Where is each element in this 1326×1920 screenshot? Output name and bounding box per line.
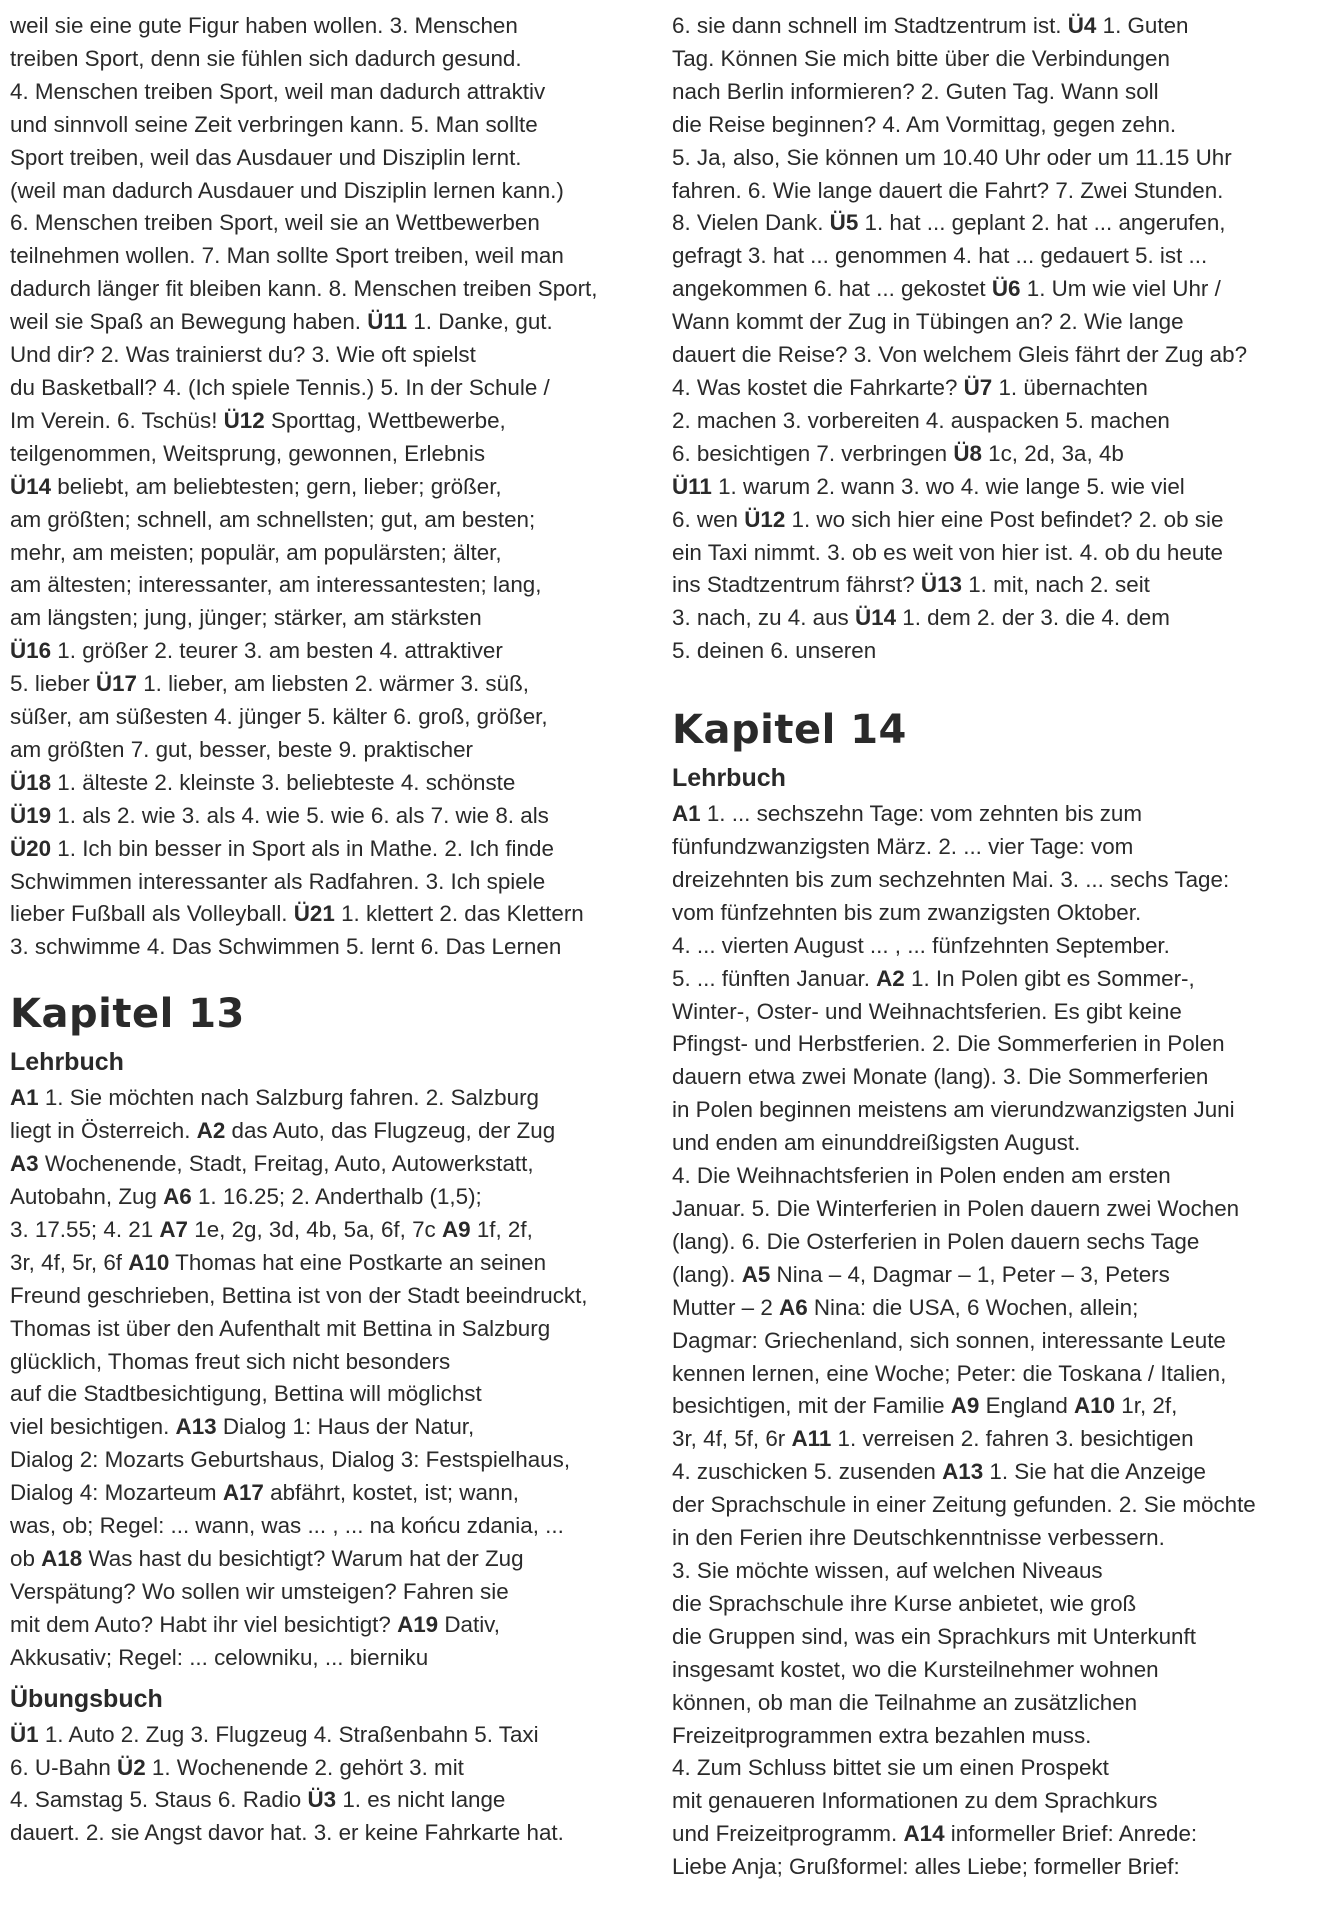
exercise-label: Ü3 [307, 1787, 337, 1813]
exercise-label: A9 [950, 1393, 980, 1419]
text-line: (lang). 6. Die Osterferien in Polen dauern sechs Tage [672, 1228, 1200, 1254]
exercise-label: A13 [175, 1414, 217, 1440]
exercise-label: A10 [128, 1249, 170, 1275]
text-line: auf die Stadtbesichtigung, Bettina will möglichst [10, 1381, 482, 1407]
text-line: weil sie Spaß an Bewegung haben. Ü11 1. Danke, gut. [10, 309, 553, 335]
text-line: mehr, am meisten; populär, am populärsten; älter, [10, 539, 502, 565]
text-line: Dagmar: Griechenland, sich sonnen, interessante Leute [672, 1327, 1226, 1353]
exercise-label: Ü14 [10, 473, 52, 499]
text-line: Dialog 4: Mozarteum A17 abfährt, kostet, ist; wann, [10, 1480, 520, 1506]
chapter-13-title: Kapitel 13 [10, 991, 245, 1038]
exercise-label: Ü7 [963, 374, 993, 400]
exercise-label: Ü11 [672, 473, 712, 499]
text-line: 5. ... fünften Januar. A2 1. In Polen gibt es Sommer-, [672, 965, 1195, 991]
chapter-13-uebungsbuch-heading: Übungsbuch [10, 1684, 163, 1713]
text-line: Freund geschrieben, Bettina ist von der Stadt beeindruckt, [10, 1282, 588, 1308]
text-line: vom fünfzehnten bis zum zwanzigsten Oktober. [672, 899, 1142, 925]
text-line: in Polen beginnen meistens am vierundzwanzigsten Juni [672, 1097, 1235, 1123]
text-line: (lang). A5 Nina – 4, Dagmar – 1, Peter – 3, Peters [672, 1261, 1170, 1287]
text-line: 2. machen 3. vorbereiten 4. auspacken 5. machen [672, 407, 1170, 433]
text-line: mit genaueren Informationen zu dem Sprachkurs [672, 1788, 1158, 1814]
text-line: ins Stadtzentrum fährst? Ü13 1. mit, nach 2. seit [672, 572, 1150, 598]
exercise-label: Ü19 [10, 802, 52, 828]
exercise-label: A13 [942, 1459, 984, 1485]
right-column [672, 10, 1318, 1884]
exercise-label: A1 [672, 801, 701, 827]
text-line: Und dir? 2. Was trainierst du? 3. Wie oft spielst [10, 342, 476, 368]
text-line: 6. besichtigen 7. verbringen Ü8 1c, 2d, 3a, 4b [672, 440, 1124, 466]
text-line: liegt in Österreich. A2 das Auto, das Flugzeug, der Zug [10, 1118, 556, 1144]
text-line: der Sprachschule in einer Zeitung gefunden. 2. Sie möchte [672, 1492, 1256, 1518]
left-top-text [10, 10, 642, 964]
text-line: Dialog 2: Mozarts Geburtshaus, Dialog 3: Festspielhaus, [10, 1447, 571, 1473]
text-line: Ü11 1. warum 2. wann 3. wo 4. wie lange 5. wie viel [672, 473, 1185, 499]
text-line: 8. Vielen Dank. Ü5 1. hat ... geplant 2. hat ... angerufen, [672, 210, 1226, 236]
text-line: kennen lernen, eine Woche; Peter: die Toskana / Italien, [672, 1360, 1227, 1386]
text-line: 4. zuschicken 5. zusenden A13 1. Sie hat die Anzeige [672, 1459, 1207, 1485]
exercise-label: A19 [397, 1611, 439, 1637]
text-line: dauern etwa zwei Monate (lang). 3. Die Sommerferien [672, 1064, 1209, 1090]
exercise-label: A17 [222, 1480, 264, 1506]
text-line: ob A18 Was hast du besichtigt? Warum hat der Zug [10, 1545, 524, 1571]
text-line: 3. nach, zu 4. aus Ü14 1. dem 2. der 3. die 4. dem [672, 605, 1170, 631]
exercise-label: Ü18 [10, 769, 52, 795]
text-line: ein Taxi nimmt. 3. ob es weit von hier ist. 4. ob du heute [672, 539, 1223, 565]
text-line: (weil man dadurch Ausdauer und Disziplin lernen kann.) [10, 177, 564, 203]
text-line: Ü20 1. Ich bin besser in Sport als in Mathe. 2. Ich finde [10, 835, 554, 861]
text-line: 4. Samstag 5. Staus 6. Radio Ü3 1. es nicht lange [10, 1787, 506, 1813]
text-line: lieber Fußball als Volleyball. Ü21 1. klettert 2. das Klettern [10, 901, 584, 927]
exercise-label: Ü17 [95, 671, 137, 697]
text-line: was, ob; Regel: ... wann, was ... , ... na końcu zdania, ... [10, 1513, 564, 1539]
text-line: Winter-, Oster- und Weihnachtsferien. Es gibt keine [672, 998, 1182, 1024]
exercise-label: A5 [741, 1261, 771, 1287]
text-line: am längsten; jung, jünger; stärker, am stärksten [10, 605, 482, 631]
text-line: 4. Zum Schluss bittet sie um einen Prospekt [672, 1755, 1109, 1781]
text-line: die Gruppen sind, was ein Sprachkurs mit Unterkunft [672, 1623, 1196, 1649]
text-line: und Freizeitprogramm. A14 informeller Brief: Anrede: [672, 1821, 1198, 1847]
chapter-13-lehrbuch-text [10, 1082, 642, 1674]
exercise-label: Ü12 [744, 506, 786, 532]
exercise-label: Ü16 [10, 638, 52, 664]
text-line: und enden am einunddreißigsten August. [672, 1130, 1081, 1156]
right-top-text [672, 10, 1318, 668]
text-line: treiben Sport, denn sie fühlen sich dadurch gesund. [10, 45, 522, 71]
text-line: Verspätung? Wo sollen wir umsteigen? Fahren sie [10, 1578, 509, 1604]
exercise-label: A3 [10, 1151, 39, 1177]
text-line: Freizeitprogrammen extra bezahlen muss. [672, 1722, 1092, 1748]
text-line: die Reise beginnen? 4. Am Vormittag, gegen zehn. [672, 111, 1177, 137]
text-line: Schwimmen interessanter als Radfahren. 3. Ich spiele [10, 868, 546, 894]
exercise-label: Ü13 [920, 572, 962, 598]
exercise-label: Ü2 [117, 1754, 146, 1780]
text-line: 6. wen Ü12 1. wo sich hier eine Post befindet? 2. ob sie [672, 506, 1224, 532]
text-line: Pfingst- und Herbstferien. 2. Die Sommerferien in Polen [672, 1031, 1225, 1057]
text-line: 6. sie dann schnell im Stadtzentrum ist. Ü4 1. Guten [672, 13, 1189, 38]
exercise-label: A1 [10, 1085, 39, 1111]
text-line: 3r, 4f, 5f, 6r A11 1. verreisen 2. fahren 3. besichtigen [672, 1426, 1194, 1452]
text-line: dadurch länger fit bleiben kann. 8. Menschen treiben Sport, [10, 276, 598, 302]
exercise-label: Ü14 [854, 605, 897, 631]
exercise-label: A2 [196, 1118, 226, 1144]
text-line: 4. Die Weihnachtsferien in Polen enden am ersten [672, 1163, 1171, 1189]
chapter-13-lehrbuch-heading: Lehrbuch [10, 1048, 124, 1077]
text-line: teilnehmen wollen. 7. Man sollte Sport treiben, weil man [10, 243, 564, 269]
text-line: Wann kommt der Zug in Tübingen an? 2. Wie lange [672, 309, 1184, 335]
text-line: die Sprachschule ihre Kurse anbietet, wie groß [672, 1590, 1137, 1616]
left-column [10, 10, 642, 1850]
text-line: und sinnvoll seine Zeit verbringen kann. 5. Man sollte [10, 111, 538, 137]
text-line: Tag. Können Sie mich bitte über die Verbindungen [672, 45, 1170, 71]
exercise-label: Ü8 [953, 440, 982, 466]
exercise-label: Ü12 [223, 407, 265, 433]
text-line: A3 Wochenende, Stadt, Freitag, Auto, Autowerkstatt, [10, 1151, 534, 1177]
text-line: 3. schwimme 4. Das Schwimmen 5. lernt 6. Das Lernen [10, 934, 562, 960]
text-line: Ü1 1. Auto 2. Zug 3. Flugzeug 4. Straßenbahn 5. Taxi [10, 1721, 539, 1747]
exercise-label: A10 [1074, 1393, 1116, 1419]
text-line: weil sie eine gute Figur haben wollen. 3. Menschen [10, 13, 518, 38]
text-line: Januar. 5. Die Winterferien in Polen dauern zwei Wochen [672, 1196, 1240, 1221]
text-line: Liebe Anja; Grußformel: alles Liebe; formeller Brief: [672, 1854, 1180, 1880]
exercise-label: A6 [779, 1294, 808, 1320]
exercise-label: Ü4 [1067, 13, 1097, 38]
text-line: du Basketball? 4. (Ich spiele Tennis.) 5. In der Schule / [10, 374, 550, 400]
text-line: fünfundzwanzigsten März. 2. ... vier Tage: vom [672, 834, 1134, 860]
text-line: 6. U-Bahn Ü2 1. Wochenende 2. gehört 3. mit [10, 1754, 464, 1780]
text-line: A1 1. Sie möchten nach Salzburg fahren. 2. Salzburg [10, 1085, 539, 1111]
text-line: dreizehnten bis zum sechzehnten Mai. 3. ... sechs Tage: [672, 866, 1230, 892]
text-line: Ü19 1. als 2. wie 3. als 4. wie 5. wie 6. als 7. wie 8. als [10, 802, 549, 828]
text-line: nach Berlin informieren? 2. Guten Tag. Wann soll [672, 78, 1159, 104]
exercise-label: Ü21 [293, 901, 335, 927]
exercise-label: A2 [876, 965, 905, 991]
text-line: A1 1. ... sechszehn Tage: vom zehnten bis zum [672, 801, 1143, 827]
text-line: 5. lieber Ü17 1. lieber, am liebsten 2. wärmer 3. süß, [10, 671, 529, 697]
exercise-label: Ü6 [991, 276, 1021, 302]
chapter-14-title: Kapitel 14 [672, 707, 907, 754]
text-line: 4. Was kostet die Fahrkarte? Ü7 1. übernachten [672, 374, 1148, 400]
text-line: in den Ferien ihre Deutschkenntnisse verbessern. [672, 1525, 1165, 1551]
exercise-label: A6 [163, 1184, 192, 1209]
exercise-label: A7 [159, 1216, 189, 1242]
text-line: können, ob man die Teilnahme an zusätzlichen [672, 1689, 1138, 1715]
exercise-label: Ü20 [10, 835, 52, 861]
text-line: Autobahn, Zug A6 1. 16.25; 2. Anderthalb (1,5); [10, 1184, 482, 1209]
text-line: dauert die Reise? 3. Von welchem Gleis fährt der Zug ab? [672, 342, 1248, 368]
exercise-label: Ü5 [829, 210, 859, 236]
text-line: Ü18 1. älteste 2. kleinste 3. beliebteste 4. schönste [10, 769, 516, 795]
text-line: glücklich, Thomas freut sich nicht besonders [10, 1348, 451, 1374]
text-line: 3. Sie möchte wissen, auf welchen Niveaus [672, 1557, 1103, 1583]
exercise-label: A11 [791, 1426, 832, 1452]
text-line: Sport treiben, weil das Ausdauer und Disziplin lernt. [10, 144, 522, 170]
text-line: 5. Ja, also, Sie können um 10.40 Uhr oder um 11.15 Uhr [672, 144, 1232, 170]
exercise-label: Ü11 [367, 309, 408, 335]
text-line: 3. 17.55; 4. 21 A7 1e, 2g, 3d, 4b, 5a, 6f, 7c A9 1f, 2f, [10, 1216, 533, 1242]
exercise-label: A18 [41, 1545, 83, 1571]
text-line: 5. deinen 6. unseren [672, 638, 877, 664]
exercise-label: Ü1 [10, 1721, 39, 1747]
text-line: am größten 7. gut, besser, beste 9. praktischer [10, 736, 473, 762]
text-line: Ü16 1. größer 2. teurer 3. am besten 4. attraktiver [10, 638, 503, 664]
text-line: Ü14 beliebt, am beliebtesten; gern, lieber; größer, [10, 473, 502, 499]
text-line: Akkusativ; Regel: ... celowniku, ... bierniku [10, 1644, 429, 1670]
text-line: insgesamt kostet, wo die Kursteilnehmer wohnen [672, 1656, 1159, 1682]
text-line: am ältesten; interessanter, am interessantesten; lang, [10, 572, 542, 598]
text-line: 4. ... vierten August ... , ... fünfzehnten September. [672, 932, 1170, 958]
text-line: Thomas ist über den Aufenthalt mit Bettina in Salzburg [10, 1315, 551, 1341]
text-line: 4. Menschen treiben Sport, weil man dadurch attraktiv [10, 78, 546, 104]
text-line: Mutter – 2 A6 Nina: die USA, 6 Wochen, allein; [672, 1294, 1139, 1320]
text-line: Im Verein. 6. Tschüs! Ü12 Sporttag, Wettbewerbe, [10, 407, 506, 433]
chapter-14-lehrbuch-text [672, 798, 1318, 1884]
text-line: fahren. 6. Wie lange dauert die Fahrt? 7. Zwei Stunden. [672, 177, 1224, 203]
exercise-label: A14 [903, 1821, 945, 1847]
text-line: 6. Menschen treiben Sport, weil sie an Wettbewerben [10, 210, 540, 236]
text-line: mit dem Auto? Habt ihr viel besichtigt? A19 Dativ, [10, 1611, 500, 1637]
text-line: angekommen 6. hat ... gekostet Ü6 1. Um wie viel Uhr / [672, 276, 1221, 302]
text-line: süßer, am süßesten 4. jünger 5. kälter 6. groß, größer, [10, 704, 548, 730]
text-line: am größten; schnell, am schnellsten; gut, am besten; [10, 506, 536, 532]
exercise-label: A9 [441, 1216, 471, 1242]
text-line: 3r, 4f, 5r, 6f A10 Thomas hat eine Postkarte an seinen [10, 1249, 547, 1275]
text-line: dauert. 2. sie Angst davor hat. 3. er keine Fahrkarte hat. [10, 1820, 564, 1846]
text-line: viel besichtigen. A13 Dialog 1: Haus der Natur, [10, 1414, 475, 1440]
chapter-13-uebungsbuch-text [10, 1719, 642, 1851]
text-line: besichtigen, mit der Familie A9 England A10 1r, 2f, [672, 1393, 1178, 1419]
text-line: gefragt 3. hat ... genommen 4. hat ... gedauert 5. ist ... [672, 243, 1208, 269]
text-line: teilgenommen, Weitsprung, gewonnen, Erlebnis [10, 440, 486, 466]
chapter-14-lehrbuch-heading: Lehrbuch [672, 764, 786, 793]
